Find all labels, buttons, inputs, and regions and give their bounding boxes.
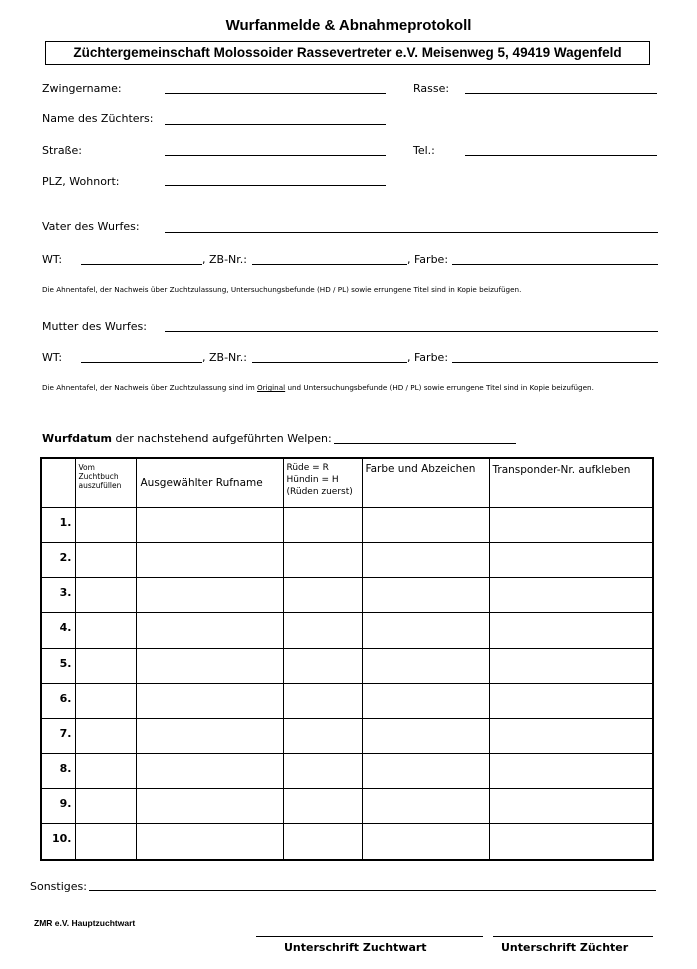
farbe-cell[interactable] [362, 789, 489, 824]
transponder-cell[interactable] [489, 824, 653, 860]
farbe-cell[interactable] [362, 754, 489, 789]
header-vom-zuchtbuch: Vom Zuchtbuch auszufüllen [75, 458, 136, 508]
farbe-cell[interactable] [362, 613, 489, 648]
gender-cell[interactable] [283, 754, 362, 789]
table-row [41, 824, 653, 860]
plz-field[interactable] [165, 185, 386, 186]
row-number: 7. [41, 718, 75, 753]
vater-farbe-field[interactable] [452, 264, 658, 265]
zuchtbuch-cell[interactable] [75, 824, 136, 860]
header-rufname: Ausgewählter Rufname [136, 458, 283, 508]
mutter-wt-label: WT: [42, 351, 63, 364]
table-row [41, 718, 653, 753]
farbe-cell[interactable] [362, 508, 489, 543]
rufname-cell[interactable] [136, 578, 283, 613]
header-gender [283, 458, 362, 508]
mutter-note [42, 382, 652, 393]
wurfdatum-label [42, 432, 332, 445]
zuchtbuch-cell[interactable] [75, 613, 136, 648]
gender-cell[interactable] [283, 508, 362, 543]
rufname-cell[interactable] [136, 648, 283, 683]
row-number: 4. [41, 613, 75, 648]
mutter-zb-field[interactable] [252, 362, 407, 363]
wurfdatum-bold: Wurfdatum [42, 432, 113, 445]
zuechter-signature-line[interactable] [493, 936, 653, 937]
rufname-cell[interactable] [136, 613, 283, 648]
sonstiges-field[interactable] [89, 890, 656, 891]
vater-wt-label: WT: [42, 253, 63, 266]
zuchtbuch-cell[interactable] [75, 754, 136, 789]
vater-field[interactable] [165, 232, 658, 233]
vater-zb-label: , ZB-Nr.: [202, 253, 247, 266]
table-row [41, 789, 653, 824]
mutter-label: Mutter des Wurfes: [42, 320, 147, 333]
header-number [41, 458, 75, 508]
transponder-cell[interactable] [489, 718, 653, 753]
header-gender-line1: Rüde = R [286, 463, 329, 473]
farbe-cell[interactable] [362, 718, 489, 753]
farbe-cell[interactable] [362, 543, 489, 578]
mutter-zb-label: , ZB-Nr.: [202, 351, 247, 364]
header-gender-line2: Hündin = H [286, 475, 339, 485]
farbe-cell[interactable] [362, 578, 489, 613]
vater-farbe-label: , Farbe: [407, 253, 449, 266]
header-transponder: Transponder-Nr. aufkleben [489, 458, 653, 508]
transponder-cell[interactable] [489, 648, 653, 683]
header-farbe: Farbe und Abzeichen [362, 458, 489, 508]
mutter-field[interactable] [165, 331, 658, 332]
strasse-label: Straße: [42, 144, 82, 157]
table-row [41, 578, 653, 613]
gender-cell[interactable] [283, 718, 362, 753]
zuchtwart-signature-line[interactable] [256, 936, 483, 937]
wurfdatum-rest: der nachstehend aufgeführten Welpen: [112, 432, 332, 445]
gender-cell[interactable] [283, 824, 362, 860]
zuechter-name-field[interactable] [165, 124, 386, 125]
table-row [41, 648, 653, 683]
zuechter-name-label: Name des Züchters: [42, 112, 154, 125]
welpen-table [40, 457, 654, 861]
rasse-label: Rasse: [413, 82, 450, 95]
header-gender-line3: (Rüden zuerst) [286, 487, 353, 497]
rufname-cell[interactable] [136, 754, 283, 789]
table-row [41, 754, 653, 789]
row-number: 3. [41, 578, 75, 613]
farbe-cell[interactable] [362, 683, 489, 718]
table-row [41, 508, 653, 543]
tel-field[interactable] [465, 155, 657, 156]
transponder-cell[interactable] [489, 789, 653, 824]
rufname-cell[interactable] [136, 789, 283, 824]
gender-cell[interactable] [283, 789, 362, 824]
plz-label: PLZ, Wohnort: [42, 175, 120, 188]
sonstiges-label: Sonstiges: [30, 880, 87, 893]
mutter-note-part2: und Untersuchungsbefunde (HD / PL) sowie errungene Titel sind in Kopie beizufügen. [285, 383, 594, 392]
rufname-cell[interactable] [136, 718, 283, 753]
row-number: 8. [41, 754, 75, 789]
vater-zb-field[interactable] [252, 264, 407, 265]
zuchtbuch-cell[interactable] [75, 789, 136, 824]
vater-note: Die Ahnentafel, der Nachweis über Zuchtzulassung, Untersuchungsbefunde (HD / PL) sowie errungene Titel sind in Kopie beizufügen. [42, 285, 522, 294]
vater-label: Vater des Wurfes: [42, 220, 140, 233]
transponder-cell[interactable] [489, 508, 653, 543]
transponder-cell[interactable] [489, 578, 653, 613]
rufname-cell[interactable] [136, 824, 283, 860]
rufname-cell[interactable] [136, 543, 283, 578]
transponder-cell[interactable] [489, 683, 653, 718]
zuchtbuch-cell[interactable] [75, 683, 136, 718]
zuchtbuch-cell[interactable] [75, 648, 136, 683]
transponder-cell[interactable] [489, 613, 653, 648]
rasse-field[interactable] [465, 93, 657, 94]
mutter-note-original: Original [257, 383, 286, 392]
vater-wt-field[interactable] [81, 264, 202, 265]
strasse-field[interactable] [165, 155, 386, 156]
row-number: 10. [41, 824, 75, 860]
row-number: 9. [41, 789, 75, 824]
row-number: 2. [41, 543, 75, 578]
club-header: Züchtergemeinschaft Molossoider Rassevertreter e.V. Meisenweg 5, 49419 Wagenfeld [45, 41, 650, 65]
mutter-farbe-label: , Farbe: [407, 351, 449, 364]
table-row [41, 543, 653, 578]
gender-cell[interactable] [283, 683, 362, 718]
zuchtwart-signature-label: Unterschrift Zuchtwart [284, 941, 427, 954]
zuchtbuch-cell[interactable] [75, 718, 136, 753]
row-number: 5. [41, 648, 75, 683]
wurfdatum-field[interactable] [334, 443, 516, 444]
farbe-cell[interactable] [362, 824, 489, 860]
page-title: Wurfanmelde & Abnahmeprotokoll [225, 17, 472, 34]
transponder-cell[interactable] [489, 543, 653, 578]
tel-label: Tel.: [413, 144, 435, 157]
mutter-farbe-field[interactable] [452, 362, 658, 363]
row-number: 1. [41, 508, 75, 543]
mutter-wt-field[interactable] [81, 362, 202, 363]
zwingername-field[interactable] [165, 93, 386, 94]
farbe-cell[interactable] [362, 648, 489, 683]
zwingername-label: Zwingername: [42, 82, 122, 95]
rufname-cell[interactable] [136, 508, 283, 543]
mutter-note-part1: Die Ahnentafel, der Nachweis über Zuchtzulassung sind im [42, 383, 258, 392]
table-row [41, 683, 653, 718]
table-row [41, 613, 653, 648]
row-number: 6. [41, 683, 75, 718]
zuchtbuch-cell[interactable] [75, 578, 136, 613]
footer-org: ZMR e.V. Hauptzuchtwart [34, 918, 136, 928]
gender-cell[interactable] [283, 613, 362, 648]
gender-cell[interactable] [283, 578, 362, 613]
zuechter-signature-label: Unterschrift Züchter [501, 941, 629, 954]
zuchtbuch-cell[interactable] [75, 508, 136, 543]
gender-cell[interactable] [283, 543, 362, 578]
rufname-cell[interactable] [136, 683, 283, 718]
table-header-row [41, 458, 653, 508]
gender-cell[interactable] [283, 648, 362, 683]
transponder-cell[interactable] [489, 754, 653, 789]
zuchtbuch-cell[interactable] [75, 543, 136, 578]
